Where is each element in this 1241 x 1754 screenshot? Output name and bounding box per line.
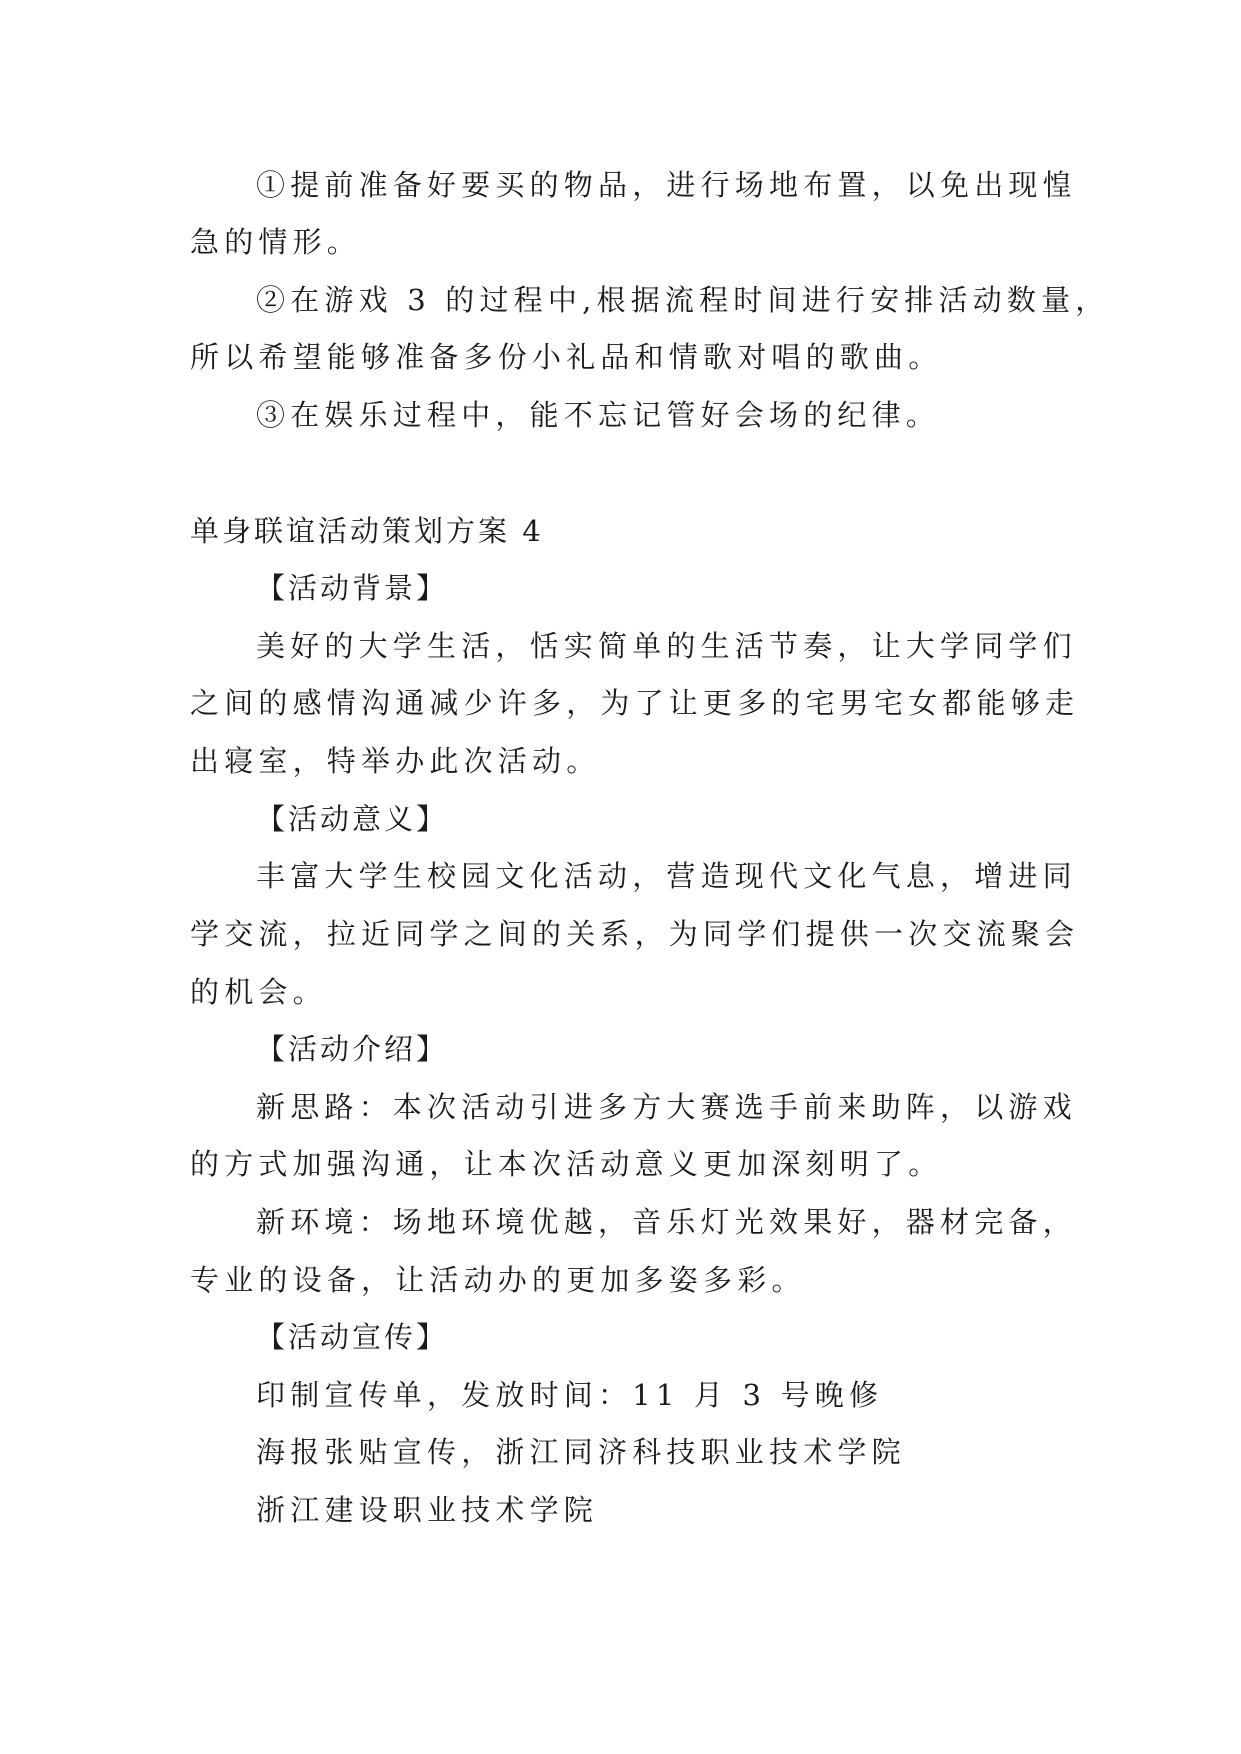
intro-line-3: 新环境：场地环境优越，音乐灯光效果好，器材完备， [256, 1205, 1077, 1239]
background-line-1: 美好的大学生活，恬实简单的生活节奏，让大学同学们 [256, 629, 1077, 663]
background-line-2: 之间的感情沟通减少许多，为了让更多的宅男宅女都能够走 [190, 686, 1080, 720]
section-title: 单身联谊活动策划方案 4 [190, 514, 544, 548]
promo-line-2: 海报张贴宣传，浙江同济科技职业技术学院 [256, 1435, 906, 1469]
note-1-line-1: ①提前准备好要买的物品，进行场地布置，以免出现惶 [256, 168, 1077, 202]
meaning-line-3: 的机会。 [190, 975, 327, 1009]
meaning-heading: 【活动意义】 [256, 802, 449, 836]
note-2-line-1: ②在游戏 3 的过程中,根据流程时间进行安排活动数量， [256, 283, 1110, 317]
note-1-line-2: 急的情形。 [190, 225, 362, 259]
promo-heading: 【活动宣传】 [256, 1320, 449, 1354]
intro-heading: 【活动介绍】 [256, 1032, 449, 1066]
background-heading: 【活动背景】 [256, 571, 449, 605]
note-2-line-2: 所以希望能够准备多份小礼品和情歌对唱的歌曲。 [190, 340, 943, 374]
promo-line-1: 印制宣传单，发放时间：11 月 3 号晚修 [256, 1378, 884, 1412]
background-line-3: 出寝室，特举办此次活动。 [190, 744, 601, 778]
intro-line-2: 的方式加强沟通，让本次活动意义更加深刻明了。 [190, 1147, 943, 1181]
meaning-line-2: 学交流，拉近同学之间的关系，为同学们提供一次交流聚会 [190, 917, 1080, 951]
meaning-line-1: 丰富大学生校园文化活动，营造现代文化气息，增进同 [256, 859, 1077, 893]
intro-line-4: 专业的设备，让活动办的更加多姿多彩。 [190, 1263, 806, 1297]
promo-line-3: 浙江建设职业技术学院 [256, 1493, 599, 1527]
intro-line-1: 新思路：本次活动引进多方大赛选手前来助阵，以游戏 [256, 1090, 1077, 1124]
note-3: ③在娱乐过程中，能不忘记管好会场的纪律。 [256, 398, 941, 432]
